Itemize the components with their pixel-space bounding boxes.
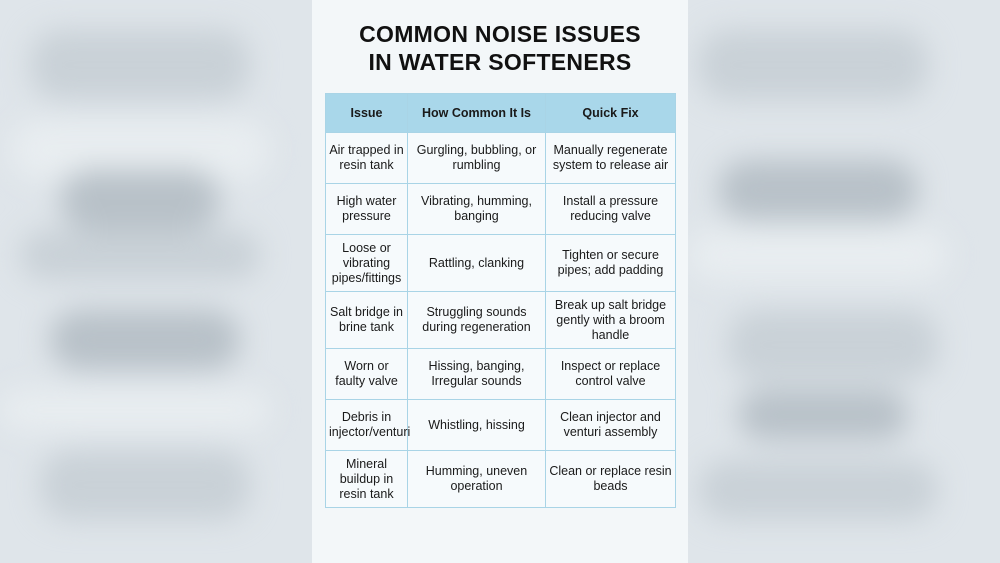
page-title: [312, 20, 688, 76]
noise-issues-table: [325, 93, 676, 508]
quick-fix-cell: Manually regenerate system to release air: [546, 133, 676, 184]
quick-fix-cell: Break up salt bridge gently with a broom handle: [546, 292, 676, 349]
quick-fix-cell: Clean injector and venturi assembly: [546, 400, 676, 451]
issue-cell: Air trapped in resin tank: [326, 133, 408, 184]
issue-cell: Salt bridge in brine tank: [326, 292, 408, 349]
quick-fix-cell: Inspect or replace control valve: [546, 349, 676, 400]
issue-cell: High water pressure: [326, 184, 408, 235]
how-common-cell: Hissing, banging, Irregular sounds: [408, 349, 546, 400]
how-common-cell: Struggling sounds during regeneration: [408, 292, 546, 349]
table-row: [326, 349, 676, 400]
issue-cell: Loose or vibrating pipes/fittings: [326, 235, 408, 292]
table-row: [326, 133, 676, 184]
quick-fix-cell: Clean or replace resin beads: [546, 451, 676, 508]
header-quick-fix: Quick Fix: [546, 94, 676, 133]
table-row: [326, 235, 676, 292]
issue-cell: Worn or faulty valve: [326, 349, 408, 400]
issue-cell: Mineral buildup in resin tank: [326, 451, 408, 508]
table-row: [326, 451, 676, 508]
how-common-cell: Rattling, clanking: [408, 235, 546, 292]
title-line-1: COMMON NOISE ISSUES: [359, 21, 641, 47]
how-common-cell: Whistling, hissing: [408, 400, 546, 451]
header-issue: Issue: [326, 94, 408, 133]
blurred-background-left: [0, 0, 312, 563]
how-common-cell: Vibrating, humming, banging: [408, 184, 546, 235]
how-common-cell: Gurgling, bubbling, or rumbling: [408, 133, 546, 184]
quick-fix-cell: Tighten or secure pipes; add padding: [546, 235, 676, 292]
table-row: [326, 292, 676, 349]
table-header-row: [326, 94, 676, 133]
issue-cell: Debris in injector/venturi: [326, 400, 408, 451]
header-how-common: How Common It Is: [408, 94, 546, 133]
title-line-2: IN WATER SOFTENERS: [368, 49, 632, 75]
blurred-background-right: [688, 0, 1000, 563]
how-common-cell: Humming, uneven operation: [408, 451, 546, 508]
infographic-card: [312, 0, 688, 563]
quick-fix-cell: Install a pressure reducing valve: [546, 184, 676, 235]
table-row: [326, 400, 676, 451]
table-row: [326, 184, 676, 235]
